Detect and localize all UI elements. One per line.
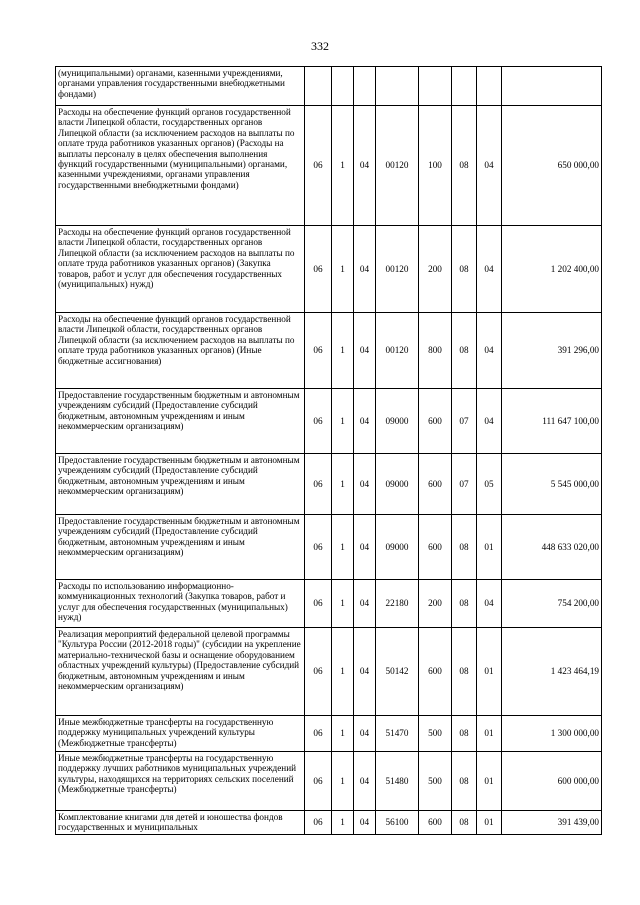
row-code-c7: 01 (477, 515, 502, 580)
row-code-c1: 06 (305, 716, 332, 752)
row-code-c2: 1 (332, 515, 354, 580)
row-code-c7: 05 (477, 454, 502, 515)
row-code-c4: 00120 (376, 313, 419, 389)
table-row (56, 454, 602, 515)
row-code-c1: 06 (305, 515, 332, 580)
row-code-c3: 04 (354, 716, 376, 752)
row-description: Расходы на обеспечение функций органов государственной власти Липецкой области, государственных органов Липецкой области (за исключением расходов на выплаты по оплате труда работников указанных органов) (Расходы на выплаты персоналу в целях обеспечения выполнения функций государственными (муниципальными) органами, казенными учреждениями, органами управления государственными внебюджетными фондами) (56, 106, 305, 226)
row-code-c5: 600 (419, 389, 452, 454)
table-row (56, 628, 602, 716)
row-code-c3: 04 (354, 226, 376, 313)
row-code-c5 (419, 67, 452, 106)
table-row (56, 106, 602, 226)
row-code-c3 (354, 67, 376, 106)
row-code-c7 (477, 67, 502, 106)
row-code-c2: 1 (332, 716, 354, 752)
row-amount: 1 300 000,00 (502, 716, 602, 752)
row-code-c4: 09000 (376, 515, 419, 580)
row-code-c1 (305, 67, 332, 106)
row-code-c5: 500 (419, 752, 452, 811)
row-code-c1: 06 (305, 628, 332, 716)
row-code-c3: 04 (354, 454, 376, 515)
row-code-c6: 08 (452, 752, 477, 811)
row-amount: 754 200,00 (502, 580, 602, 628)
row-code-c6: 08 (452, 226, 477, 313)
row-code-c4: 56100 (376, 811, 419, 835)
row-code-c6: 08 (452, 313, 477, 389)
row-code-c1: 06 (305, 580, 332, 628)
row-code-c5: 600 (419, 811, 452, 835)
row-code-c6: 08 (452, 716, 477, 752)
row-code-c7: 04 (477, 389, 502, 454)
row-code-c6: 08 (452, 580, 477, 628)
row-code-c3: 04 (354, 106, 376, 226)
row-description: Расходы на обеспечение функций органов государственной власти Липецкой области, государственных органов Липецкой области (за исключением расходов на выплаты по оплате труда работников указанных органов) (Иные бюджетные ассигнования) (56, 313, 305, 389)
row-code-c7: 04 (477, 226, 502, 313)
row-code-c4: 09000 (376, 454, 419, 515)
row-code-c2: 1 (332, 752, 354, 811)
row-code-c4: 00120 (376, 106, 419, 226)
row-description: Предоставление государственным бюджетным и автономным учреждениям субсидий (Предоставление субсидий бюджетным, автономным учреждениям и иным некоммерческим организациям) (56, 454, 305, 515)
row-code-c5: 600 (419, 628, 452, 716)
row-description: Иные межбюджетные трансферты на государственную поддержку лучших работников муниципальных учреждений культуры, находящихся на территориях сельских поселений (Межбюджетные трансферты) (56, 752, 305, 811)
row-code-c5: 500 (419, 716, 452, 752)
row-code-c2: 1 (332, 811, 354, 835)
row-code-c4: 51470 (376, 716, 419, 752)
budget-table (55, 66, 602, 835)
row-code-c3: 04 (354, 515, 376, 580)
row-code-c1: 06 (305, 313, 332, 389)
row-code-c3: 04 (354, 752, 376, 811)
row-code-c3: 04 (354, 313, 376, 389)
row-code-c1: 06 (305, 811, 332, 835)
table-row (56, 811, 602, 835)
row-description: Расходы по использованию информационно-коммуникационных технологий (Закупка товаров, работ и услуг для обеспечения государственных (муниципальных) нужд) (56, 580, 305, 628)
row-code-c3: 04 (354, 389, 376, 454)
row-code-c6 (452, 67, 477, 106)
row-amount: 1 202 400,00 (502, 226, 602, 313)
row-code-c5: 200 (419, 580, 452, 628)
row-code-c5: 100 (419, 106, 452, 226)
row-description: (муниципальными) органами, казенными учреждениями, органами управления государственными внебюджетными фондами) (56, 67, 305, 106)
table-row (56, 716, 602, 752)
row-amount: 5 545 000,00 (502, 454, 602, 515)
row-code-c5: 200 (419, 226, 452, 313)
table-row (56, 752, 602, 811)
row-amount: 391 296,00 (502, 313, 602, 389)
row-code-c3: 04 (354, 811, 376, 835)
row-code-c7: 01 (477, 628, 502, 716)
row-code-c1: 06 (305, 106, 332, 226)
row-code-c2 (332, 67, 354, 106)
row-code-c6: 08 (452, 106, 477, 226)
row-description: Расходы на обеспечение функций органов государственной власти Липецкой области, государственных органов Липецкой области (за исключением расходов на выплаты по оплате труда работников указанных органов) (Закупка товаров, работ и услуг для обеспечения государственных (муниципальных) нужд) (56, 226, 305, 313)
row-code-c4: 50142 (376, 628, 419, 716)
row-code-c3: 04 (354, 580, 376, 628)
row-code-c6: 07 (452, 454, 477, 515)
row-code-c1: 06 (305, 752, 332, 811)
row-code-c6: 07 (452, 389, 477, 454)
row-code-c1: 06 (305, 226, 332, 313)
row-amount: 1 423 464,19 (502, 628, 602, 716)
row-code-c2: 1 (332, 106, 354, 226)
row-code-c4: 51480 (376, 752, 419, 811)
row-code-c4: 00120 (376, 226, 419, 313)
row-code-c6: 08 (452, 515, 477, 580)
row-code-c7: 04 (477, 580, 502, 628)
table-row (56, 389, 602, 454)
row-description: Иные межбюджетные трансферты на государственную поддержку муниципальных учреждений культуры (Межбюджетные трансферты) (56, 716, 305, 752)
row-code-c7: 01 (477, 811, 502, 835)
row-code-c2: 1 (332, 580, 354, 628)
table-row (56, 580, 602, 628)
row-amount: 391 439,00 (502, 811, 602, 835)
table-body (56, 67, 602, 835)
row-description: Комплектование книгами для детей и юношества фондов государственных и муниципальных (56, 811, 305, 835)
row-amount: 448 633 020,00 (502, 515, 602, 580)
row-code-c7: 04 (477, 106, 502, 226)
row-code-c1: 06 (305, 454, 332, 515)
table-row (56, 515, 602, 580)
table-row (56, 226, 602, 313)
row-code-c5: 800 (419, 313, 452, 389)
page-number: 332 (311, 39, 329, 53)
row-description: Предоставление государственным бюджетным и автономным учреждениям субсидий (Предоставление субсидий бюджетным, автономным учреждениям и иным некоммерческим организациям) (56, 389, 305, 454)
row-code-c7: 01 (477, 716, 502, 752)
row-description: Предоставление государственным бюджетным и автономным учреждениям субсидий (Предоставление субсидий бюджетным, автономным учреждениям и иным некоммерческим организациям) (56, 515, 305, 580)
row-code-c2: 1 (332, 389, 354, 454)
row-code-c5: 600 (419, 515, 452, 580)
row-code-c4: 22180 (376, 580, 419, 628)
row-description: Реализация мероприятий федеральной целевой программы "Культура России (2012-2018 годы)" (субсидии на укрепление материально-технической базы и оснащение оборудованием областных учреждений культуры) (Предоставление субсидий бюджетным, автономным учреждениям и иным некоммерческим организациям) (56, 628, 305, 716)
row-code-c4: 09000 (376, 389, 419, 454)
row-code-c6: 08 (452, 628, 477, 716)
row-code-c2: 1 (332, 313, 354, 389)
row-code-c7: 04 (477, 313, 502, 389)
table-row (56, 67, 602, 106)
row-code-c2: 1 (332, 454, 354, 515)
row-code-c6: 08 (452, 811, 477, 835)
row-code-c4 (376, 67, 419, 106)
row-amount: 600 000,00 (502, 752, 602, 811)
row-amount: 111 647 100,00 (502, 389, 602, 454)
row-code-c5: 600 (419, 454, 452, 515)
row-code-c7: 01 (477, 752, 502, 811)
row-amount: 650 000,00 (502, 106, 602, 226)
row-amount (502, 67, 602, 106)
row-code-c1: 06 (305, 389, 332, 454)
row-code-c2: 1 (332, 226, 354, 313)
row-code-c3: 04 (354, 628, 376, 716)
row-code-c2: 1 (332, 628, 354, 716)
table-row (56, 313, 602, 389)
